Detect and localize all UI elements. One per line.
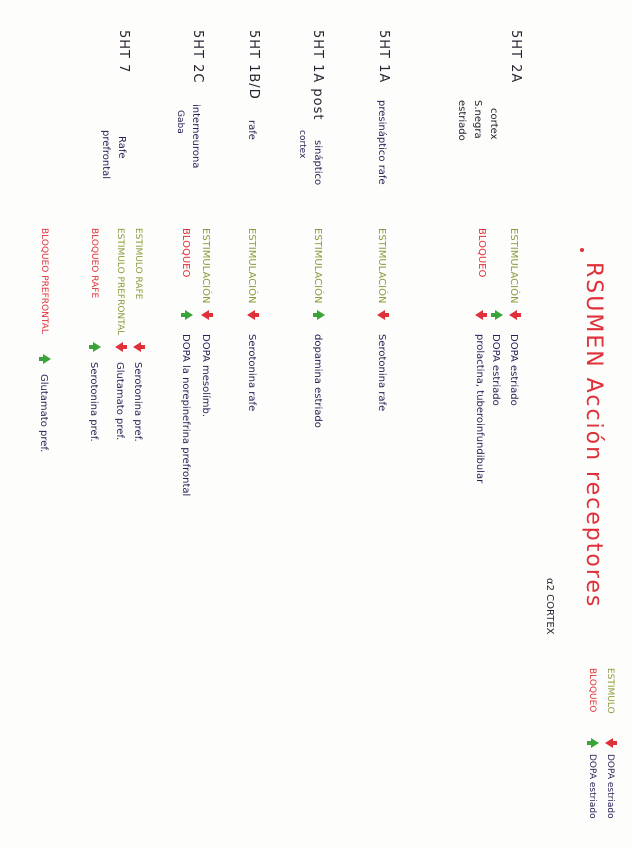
action-effect: DOPA estriado	[508, 334, 519, 406]
receptor-name: α2 CORTEX	[544, 578, 555, 635]
arrow-up-icon	[88, 340, 102, 354]
action-effect: Glutamato pref.	[114, 362, 125, 441]
action-effect: Glutamato pref.	[38, 374, 49, 453]
receptor-desc: cortex	[488, 108, 499, 140]
receptor-desc: presináptico rafe	[376, 100, 387, 185]
action-label: ESTIMULACIÓN	[200, 228, 211, 304]
arrow-up-icon	[312, 308, 326, 322]
receptor-desc: Rafe	[116, 136, 127, 159]
receptor-name: 5HT 1B/D	[246, 30, 261, 100]
receptor-name: 5HT 1A	[376, 30, 391, 84]
action-label: ESTIMULO PREFRONTAL	[115, 228, 125, 336]
arrow-down-icon	[200, 308, 214, 322]
arrow-up-icon	[490, 308, 504, 322]
receptor-name: 5HT 7	[116, 30, 131, 74]
action-effect: Serotonina rafe	[246, 334, 257, 412]
receptor-desc: Gaba	[175, 110, 185, 134]
receptor-desc: rafe	[246, 120, 257, 140]
receptor-desc: sináptico	[312, 140, 323, 186]
receptor-desc: estriado	[456, 100, 467, 141]
arrow-up-icon	[586, 736, 600, 750]
action-effect: Serotonina pref.	[132, 362, 143, 442]
action-effect: DOPA estriado	[605, 754, 615, 819]
receptor-name: 5HT 2C	[190, 30, 205, 84]
action-label: BLOQUEO PREFRONTAL	[39, 228, 49, 334]
action-effect: DOPA estriado	[587, 754, 597, 819]
receptor-desc: prefrontal	[100, 130, 111, 180]
page-title: RSUMEN Acción receptores	[581, 262, 606, 609]
arrow-down-icon	[246, 308, 260, 322]
receptor-name: 5HT 1A post	[310, 30, 325, 121]
action-label: ESTIMULACIÓN	[376, 228, 387, 304]
arrow-up-icon	[180, 308, 194, 322]
arrow-down-icon	[474, 308, 488, 322]
action-effect: Serotonina rafe	[376, 334, 387, 412]
arrow-down-icon	[114, 340, 128, 354]
receptor-desc: cortex	[297, 130, 307, 159]
arrow-down-icon	[508, 308, 522, 322]
receptor-desc: S.negra	[472, 100, 483, 139]
arrow-down-icon	[604, 736, 618, 750]
action-effect: dopamina estriado	[312, 334, 323, 428]
action-label: BLOQUEO	[476, 228, 487, 278]
action-effect: DOPA la norepinefrina prefrontal	[180, 334, 191, 497]
action-label: ESTIMULACIÓN	[312, 228, 323, 304]
action-effect: prolactina, tuberoinfundibular	[474, 334, 485, 484]
action-effect: DOPA estriado	[490, 334, 501, 406]
title-bullet	[580, 248, 584, 252]
action-label: ESTIMULACIÓN	[246, 228, 257, 304]
arrow-up-icon	[38, 352, 52, 366]
action-label: ESTIMULO RAFE	[133, 228, 143, 300]
action-label: ESTIMULACIÓN	[508, 228, 519, 304]
action-label: BLOQUEO	[587, 668, 597, 713]
receptor-name: 5HT 2A	[508, 30, 523, 84]
arrow-down-icon	[132, 340, 146, 354]
arrow-down-icon	[376, 308, 390, 322]
action-label: BLOQUEO	[180, 228, 191, 278]
action-effect: DOPA mesolímb.	[200, 334, 211, 418]
action-label: BLOQUEO RAFE	[89, 228, 99, 299]
action-label: ESTIMULO	[605, 668, 615, 714]
action-effect: Serotonina pref.	[88, 362, 99, 442]
receptor-desc: interneurona	[190, 104, 201, 169]
